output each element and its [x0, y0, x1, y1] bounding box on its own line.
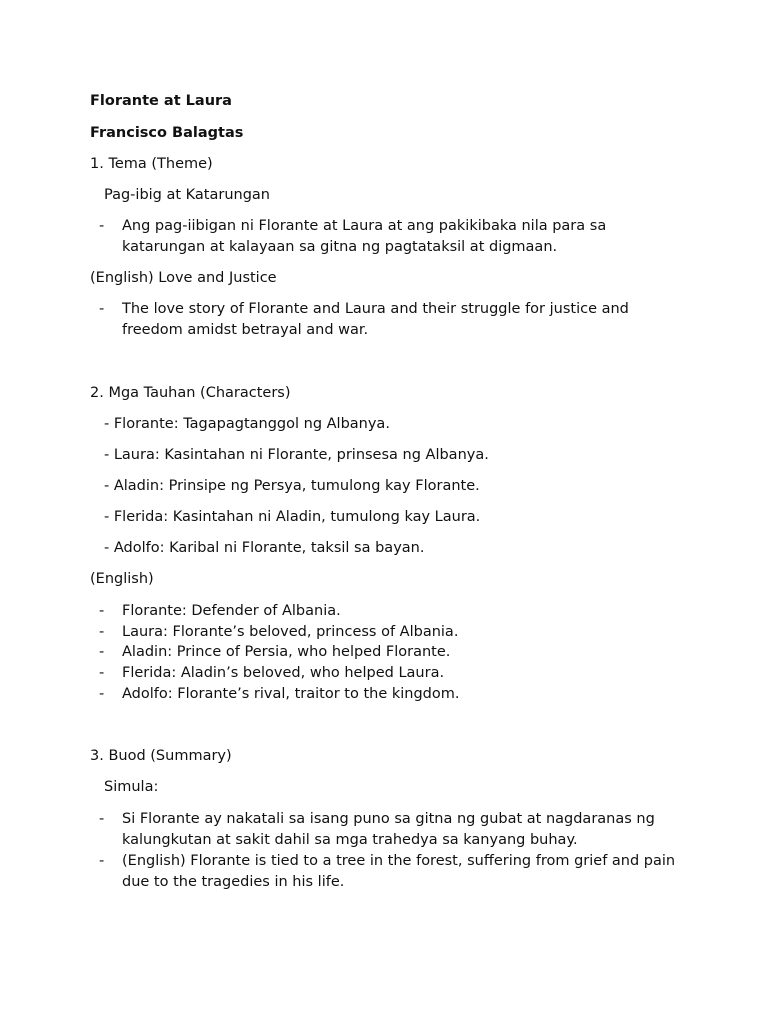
section1-bullet-en: The love story of Florante and Laura and their struggle for justice and freedom amidst betrayal and war. — [122, 301, 629, 338]
character-fil-item: - Florante: Tagapagtanggol ng Albanya. — [104, 416, 390, 432]
bullet-dash: - — [99, 218, 105, 234]
character-fil-item: - Aladin: Prinsipe ng Persya, tumulong kay Florante. — [104, 478, 480, 494]
bullet-dash: - — [99, 624, 105, 640]
section3-subheading: Simula: — [104, 779, 159, 795]
section3-bullet-en: (English) Florante is tied to a tree in the forest, suffering from grief and pain due to the tragedies in his life. — [122, 853, 676, 890]
section1-subheading: Pag-ibig at Katarungan — [104, 187, 270, 203]
document-title: Florante at Laura — [90, 93, 232, 109]
bullet-dash: - — [99, 686, 105, 702]
document-author: Francisco Balagtas — [90, 125, 244, 141]
section1-heading: 1. Tema (Theme) — [90, 156, 213, 172]
character-fil-item: - Adolfo: Karibal ni Florante, taksil sa bayan. — [104, 540, 425, 556]
bullet-dash: - — [99, 644, 105, 660]
character-en-item: Laura: Florante’s beloved, princess of Albania. — [122, 624, 459, 640]
bullet-dash: - — [99, 301, 105, 317]
character-en-item: Adolfo: Florante’s rival, traitor to the kingdom. — [122, 686, 460, 702]
bullet-dash: - — [99, 665, 105, 681]
character-fil-item: - Flerida: Kasintahan ni Aladin, tumulong kay Laura. — [104, 509, 481, 525]
bullet-dash: - — [99, 853, 105, 869]
section2-english-heading: (English) — [90, 571, 154, 587]
bullet-dash: - — [99, 811, 105, 827]
character-en-item: Florante: Defender of Albania. — [122, 603, 341, 619]
section2-heading: 2. Mga Tauhan (Characters) — [90, 385, 291, 401]
bullet-dash: - — [99, 603, 105, 619]
section1-english-heading: (English) Love and Justice — [90, 270, 277, 286]
section3-heading: 3. Buod (Summary) — [90, 748, 232, 764]
character-fil-item: - Laura: Kasintahan ni Florante, prinsesa ng Albanya. — [104, 447, 489, 463]
section3-bullet-fil: Si Florante ay nakatali sa isang puno sa gitna ng gubat at nagdaranas ng kalungkutan at sakit dahil sa mga trahedya sa kanyang buhay. — [122, 811, 655, 848]
section1-bullet-fil: Ang pag-iibigan ni Florante at Laura at ang pakikibaka nila para sa katarungan at kalayaan sa gitna ng pagtataksil at digmaan. — [122, 218, 607, 255]
character-en-item: Aladin: Prince of Persia, who helped Florante. — [122, 644, 451, 660]
character-en-item: Flerida: Aladin’s beloved, who helped Laura. — [122, 665, 445, 681]
